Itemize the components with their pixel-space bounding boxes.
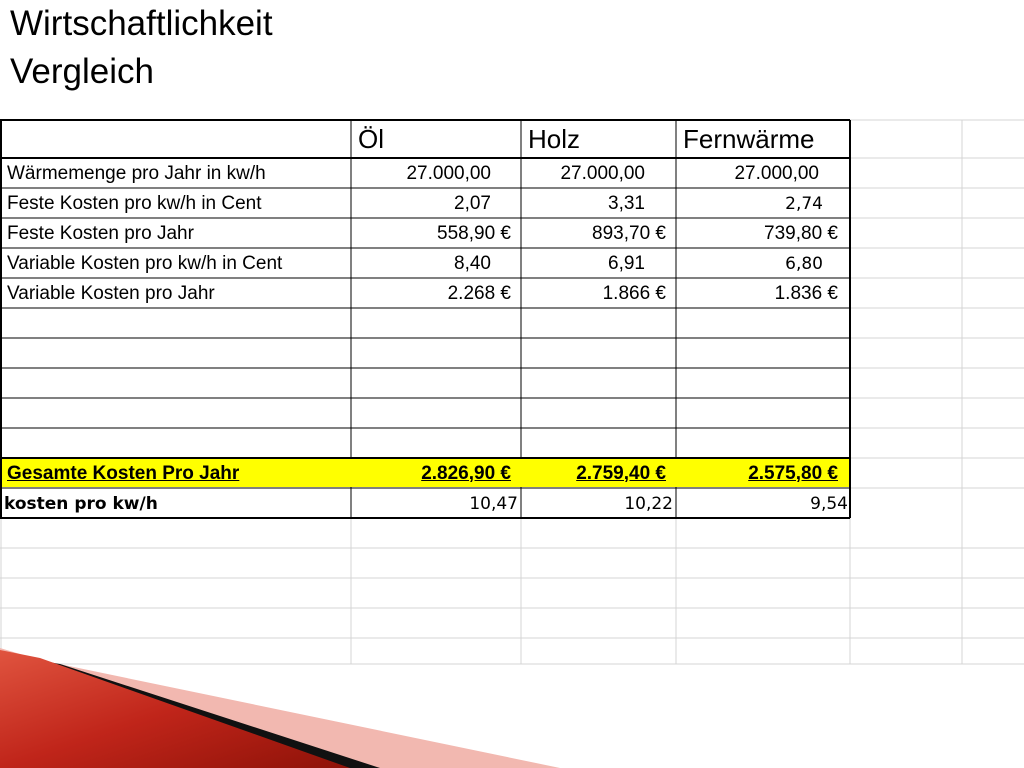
cell-feste-kosten-kwh-oel: 2,07 — [454, 192, 491, 214]
cell-waermemenge-holz: 27.000,00 — [560, 162, 645, 184]
row-label-feste-kosten-kwh: Feste Kosten pro kw/h in Cent — [7, 192, 262, 214]
cell-variable-kosten-jahr-holz: 1.866 € — [602, 282, 666, 304]
cell-gesamt-oel: 2.826,90 € — [421, 462, 511, 484]
cell-feste-kosten-jahr-oel: 558,90 € — [437, 222, 511, 244]
cell-variable-kosten-kwh-oel: 8,40 — [454, 252, 491, 274]
cell-variable-kosten-jahr-fernwaerme: 1.836 € — [774, 282, 838, 304]
deco-red-band — [0, 650, 350, 768]
cell-feste-kosten-jahr-fernwaerme: 739,80 € — [764, 222, 838, 244]
header-holz: Holz — [528, 124, 581, 154]
cell-feste-kosten-jahr-holz: 893,70 € — [592, 222, 666, 244]
row-label-feste-kosten-jahr: Feste Kosten pro Jahr — [7, 222, 194, 244]
cell-waermemenge-oel: 27.000,00 — [406, 162, 491, 184]
header-oel: Öl — [358, 124, 384, 154]
cell-variable-kosten-kwh-holz: 6,91 — [608, 252, 645, 274]
cell-variable-kosten-jahr-oel: 2.268 € — [447, 282, 511, 304]
cell-feste-kosten-kwh-holz: 3,31 — [608, 192, 645, 214]
cell-feste-kosten-kwh-fernwaerme: 2,74 — [785, 193, 823, 214]
cell-gesamt-fernwaerme: 2.575,80 € — [748, 462, 838, 484]
row-label-gesamte-kosten: Gesamte Kosten Pro Jahr — [7, 462, 240, 484]
cell-kwh-oel: 10,47 — [469, 493, 518, 514]
title-line-1: Wirtschaftlichkeit — [10, 4, 273, 43]
header-fernwaerme: Fernwärme — [683, 124, 815, 154]
cell-gesamt-holz: 2.759,40 € — [576, 462, 666, 484]
cell-waermemenge-fernwaerme: 27.000,00 — [734, 162, 819, 184]
slide-decoration — [0, 640, 1024, 768]
cell-variable-kosten-kwh-fernwaerme: 6,80 — [785, 253, 823, 274]
row-label-variable-kosten-kwh: Variable Kosten pro kw/h in Cent — [7, 252, 283, 274]
cell-kwh-fernwaerme: 9,54 — [810, 493, 848, 514]
cell-kwh-holz: 10,22 — [624, 493, 673, 514]
row-label-kosten-pro-kwh: kosten pro kw/h — [4, 493, 158, 514]
row-label-variable-kosten-jahr: Variable Kosten pro Jahr — [7, 282, 215, 304]
title-line-2: Vergleich — [10, 52, 154, 91]
row-label-waermemenge: Wärmemenge pro Jahr in kw/h — [7, 162, 266, 184]
